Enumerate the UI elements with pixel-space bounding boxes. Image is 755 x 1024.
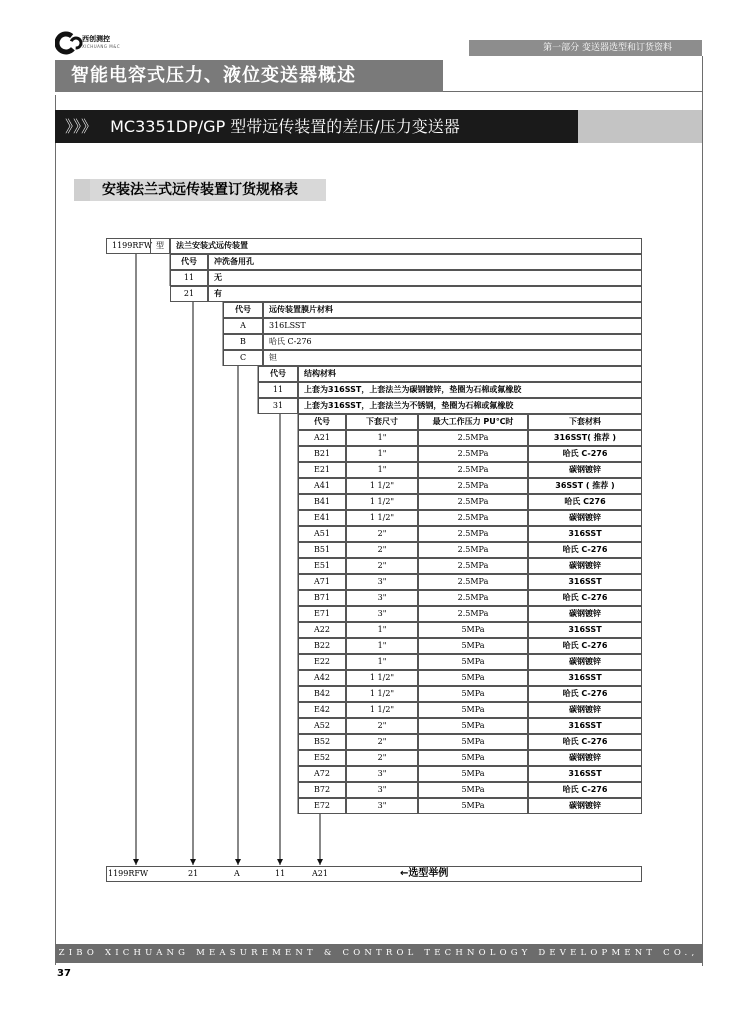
l4-row-cell: 5MPa	[418, 798, 528, 814]
l4-row-cell: A21	[298, 430, 346, 446]
l4-row-cell: A52	[298, 718, 346, 734]
l4-row-cell: 哈氏 C276	[528, 494, 642, 510]
l4-row-cell: 1 1/2"	[346, 510, 418, 526]
l4-row-cell: 3"	[346, 590, 418, 606]
l4-row-cell: 2.5MPa	[418, 590, 528, 606]
l3-header-code: 代号	[258, 366, 298, 382]
l4-row-cell: 2.5MPa	[418, 526, 528, 542]
l4-row-cell: 1 1/2"	[346, 478, 418, 494]
l4-row-cell: B52	[298, 734, 346, 750]
arrows-icon: 》》》	[65, 117, 98, 136]
l4-row-cell: B51	[298, 542, 346, 558]
arrow-down-icon	[133, 859, 139, 865]
l4-row-cell: 碳钢镀锌	[528, 510, 642, 526]
l4-row-cell: 1"	[346, 446, 418, 462]
l4-row-cell: 哈氏 C-276	[528, 542, 642, 558]
l3-row-code: 31	[258, 398, 298, 414]
l1-header-desc: 冲洗备用孔	[208, 254, 642, 270]
l4-row-cell: B21	[298, 446, 346, 462]
l4-row-cell: 1"	[346, 622, 418, 638]
l1-row-desc: 无	[208, 270, 642, 286]
l4-row-cell: 2.5MPa	[418, 494, 528, 510]
table-title: 安装法兰式远传装置订货规格表	[90, 179, 326, 201]
l4-row-cell: 2.5MPa	[418, 606, 528, 622]
l4-row-cell: B41	[298, 494, 346, 510]
l4-row-cell: 1 1/2"	[346, 670, 418, 686]
l4-row-cell: 316SST	[528, 766, 642, 782]
l4-row-cell: 1"	[346, 638, 418, 654]
l4-row-cell: E51	[298, 558, 346, 574]
l3-row-desc: 上套为316SST，上套法兰为碳钢镀锌，垫圈为石棉或氟橡胶	[298, 382, 642, 398]
l4-row-cell: 哈氏 C-276	[528, 734, 642, 750]
l3-row-code: 11	[258, 382, 298, 398]
l4-row-cell: 碳钢镀锌	[528, 750, 642, 766]
arrow-down-icon	[235, 859, 241, 865]
l1-row-code: 11	[170, 270, 208, 286]
l4-row-cell: 5MPa	[418, 638, 528, 654]
l4-row-cell: 316SST	[528, 526, 642, 542]
product-title: MC3351DP/GP 型带远传装置的差压/压力变送器	[110, 117, 460, 136]
l4-row-cell: 3"	[346, 782, 418, 798]
l4-row-cell: E52	[298, 750, 346, 766]
l4-row-cell: 哈氏 C-276	[528, 686, 642, 702]
l3-row-desc: 上套为316SST，上套法兰为不锈钢，垫圈为石棉或氟橡胶	[298, 398, 642, 414]
l4-row-cell: 2"	[346, 750, 418, 766]
l4-row-cell: 哈氏 C-276	[528, 590, 642, 606]
l2-row-code: C	[223, 350, 263, 366]
l4-row-cell: 2.5MPa	[418, 558, 528, 574]
arrow-down-icon	[277, 859, 283, 865]
arrow-down-icon	[317, 859, 323, 865]
l4-row-cell: B72	[298, 782, 346, 798]
l4-row-cell: 5MPa	[418, 718, 528, 734]
example-lower-code: A21	[312, 869, 328, 878]
l4-row-cell: A72	[298, 766, 346, 782]
l4-row-cell: 2"	[346, 526, 418, 542]
l4-row-cell: 哈氏 C-276	[528, 782, 642, 798]
l4-row-cell: 316SST	[528, 670, 642, 686]
l4-row-cell: 碳钢镀锌	[528, 462, 642, 478]
l4-row-cell: 2.5MPa	[418, 446, 528, 462]
model-type-cell: 型	[150, 238, 170, 254]
l4-row-cell: 5MPa	[418, 670, 528, 686]
example-structure-code: 11	[275, 869, 286, 878]
l4-row-cell: A42	[298, 670, 346, 686]
l4-row-cell: 5MPa	[418, 766, 528, 782]
l4-row-cell: 3"	[346, 798, 418, 814]
l4-row-cell: A41	[298, 478, 346, 494]
l4-header-1: 下套尺寸	[346, 414, 418, 430]
example-model-code: 1199RFW	[108, 869, 149, 878]
l4-row-cell: A22	[298, 622, 346, 638]
l4-row-cell: E72	[298, 798, 346, 814]
footer-company: ZIBO XICHUANG MEASUREMENT & CONTROL TECHNOLOGY DEVELOPMENT CO., LTD	[55, 944, 702, 963]
l4-row-cell: 3"	[346, 606, 418, 622]
l3-header-desc: 结构材料	[298, 366, 642, 382]
l4-row-cell: 36SST ( 推荐 )	[528, 478, 642, 494]
l2-row-desc: 哈氏 C-276	[263, 334, 642, 350]
l4-header-0: 代号	[298, 414, 346, 430]
l4-row-cell: 哈氏 C-276	[528, 638, 642, 654]
l4-row-cell: A71	[298, 574, 346, 590]
l2-row-desc: 316LSST	[263, 318, 642, 334]
l4-row-cell: 2.5MPa	[418, 462, 528, 478]
l4-row-cell: 2"	[346, 558, 418, 574]
l4-row-cell: B22	[298, 638, 346, 654]
l4-row-cell: 2"	[346, 718, 418, 734]
l4-row-cell: E22	[298, 654, 346, 670]
l4-row-cell: 2"	[346, 734, 418, 750]
l4-row-cell: 碳钢镀锌	[528, 558, 642, 574]
l4-row-cell: 2.5MPa	[418, 574, 528, 590]
l4-row-cell: 5MPa	[418, 750, 528, 766]
example-diaphragm-code: A	[234, 869, 240, 878]
l4-row-cell: 5MPa	[418, 782, 528, 798]
page-title: 智能电容式压力、液位变送器概述	[55, 60, 443, 92]
l4-row-cell: 5MPa	[418, 686, 528, 702]
section-label: 第一部分 变送器选型和订货资料	[543, 43, 672, 53]
l4-row-cell: 1 1/2"	[346, 686, 418, 702]
page-number: 37	[57, 968, 71, 979]
l4-row-cell: 5MPa	[418, 654, 528, 670]
l1-header-code: 代号	[170, 254, 208, 270]
l2-row-code: B	[223, 334, 263, 350]
l4-row-cell: 2.5MPa	[418, 510, 528, 526]
l4-row-cell: 哈氏 C-276	[528, 446, 642, 462]
l4-row-cell: 1"	[346, 430, 418, 446]
l2-row-desc: 钽	[263, 350, 642, 366]
l2-row-code: A	[223, 318, 263, 334]
l4-row-cell: 2"	[346, 542, 418, 558]
l4-row-cell: 碳钢镀锌	[528, 702, 642, 718]
l4-row-cell: E71	[298, 606, 346, 622]
example-flush-code: 21	[188, 869, 199, 878]
l4-row-cell: 316SST	[528, 574, 642, 590]
logo-subtitle: XICHUANG M&C	[82, 44, 121, 49]
l4-row-cell: 碳钢镀锌	[528, 798, 642, 814]
l4-row-cell: 1 1/2"	[346, 494, 418, 510]
l4-row-cell: 2.5MPa	[418, 542, 528, 558]
l4-row-cell: 3"	[346, 574, 418, 590]
l1-row-code: 21	[170, 286, 208, 302]
l4-row-cell: A51	[298, 526, 346, 542]
model-desc-cell: 法兰安装式远传装置	[170, 238, 642, 254]
l2-header-desc: 远传装置膜片材料	[263, 302, 642, 318]
l4-row-cell: 1"	[346, 462, 418, 478]
l4-row-cell: 316SST	[528, 718, 642, 734]
l2-header-code: 代号	[223, 302, 263, 318]
model-code-cell: 1199RFW	[106, 238, 170, 254]
l4-row-cell: E41	[298, 510, 346, 526]
l4-row-cell: 碳钢镀锌	[528, 654, 642, 670]
logo-name: 西创测控	[82, 35, 110, 43]
l4-row-cell: 5MPa	[418, 702, 528, 718]
l4-header-2: 最大工作压力 PU℃时	[418, 414, 528, 430]
l4-row-cell: B71	[298, 590, 346, 606]
arrow-down-icon	[190, 859, 196, 865]
l4-row-cell: 2.5MPa	[418, 430, 528, 446]
l4-row-cell: B42	[298, 686, 346, 702]
l4-row-cell: 5MPa	[418, 734, 528, 750]
l4-header-3: 下套材料	[528, 414, 642, 430]
l4-row-cell: E42	[298, 702, 346, 718]
l4-row-cell: 1"	[346, 654, 418, 670]
l4-row-cell: 碳钢镀锌	[528, 606, 642, 622]
l4-row-cell: 3"	[346, 766, 418, 782]
l4-row-cell: 1 1/2"	[346, 702, 418, 718]
l4-row-cell: 5MPa	[418, 622, 528, 638]
l4-row-cell: 2.5MPa	[418, 478, 528, 494]
l4-row-cell: 316SST( 推荐 )	[528, 430, 642, 446]
example-label: ←选型举例	[400, 868, 449, 879]
l4-row-cell: 316SST	[528, 622, 642, 638]
l4-row-cell: E21	[298, 462, 346, 478]
l1-row-desc: 有	[208, 286, 642, 302]
